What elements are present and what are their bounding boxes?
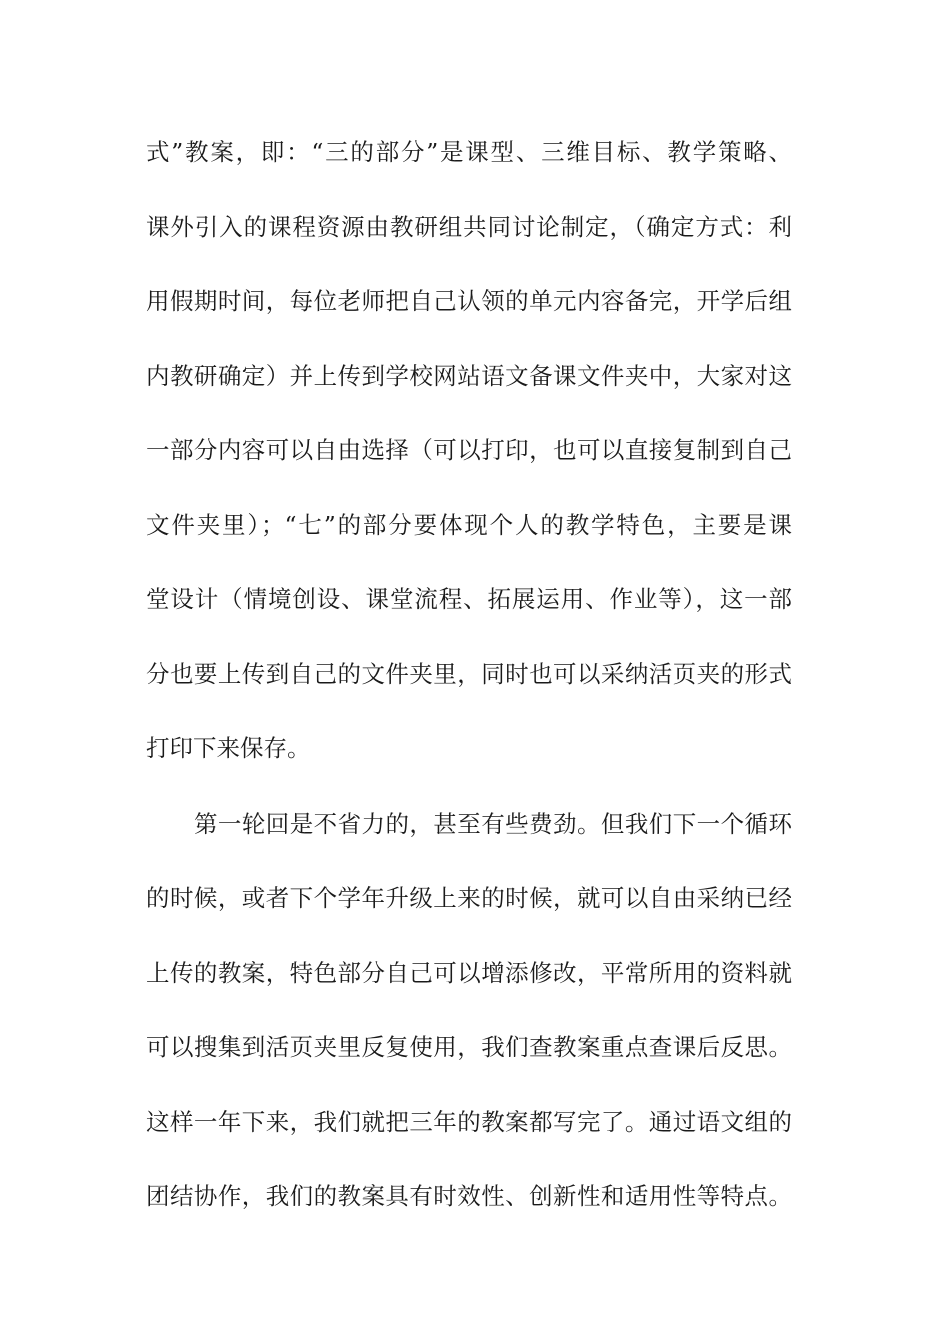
paragraph-1-line-1: 式”教案，即：“三的部分”是课型、三维目标、教学策略、 xyxy=(146,138,792,166)
paragraph-2-line-4: 可以搜集到活页夹里反复使用，我们查教案重点查课后反思。 xyxy=(146,1033,792,1061)
paragraph-1-line-8: 分也要上传到自己的文件夹里，同时也可以采纳活页夹的形式 xyxy=(146,660,792,688)
paragraph-2-line-5: 这样一年下来，我们就把三年的教案都写完了。通过语文组的 xyxy=(146,1108,792,1136)
paragraph-1-line-7: 堂设计（情境创设、课堂流程、拓展运用、作业等），这一部 xyxy=(146,585,792,613)
paragraph-1-line-4: 内教研确定）并上传到学校网站语文备课文件夹中，大家对这 xyxy=(146,362,792,390)
paragraph-2-line-6: 团结协作，我们的教案具有时效性、创新性和适用性等特点。 xyxy=(146,1182,792,1210)
paragraph-2-line-3: 上传的教案，特色部分自己可以增添修改，平常所用的资料就 xyxy=(146,959,792,987)
paragraph-2-line-2: 的时候，或者下个学年升级上来的时候，就可以自由采纳已经 xyxy=(146,884,792,912)
paragraph-2-line-1: 第一轮回是不省力的，甚至有些费劲。但我们下一个循环 xyxy=(194,810,792,838)
paragraph-1-line-5: 一部分内容可以自由选择（可以打印，也可以直接复制到自己 xyxy=(146,436,792,464)
paragraph-1-line-3: 用假期时间，每位老师把自己认领的单元内容备完，开学后组 xyxy=(146,287,792,315)
paragraph-1-line-2: 课外引入的课程资源由教研组共同讨论制定，（确定方式：利 xyxy=(146,213,792,241)
paragraph-1-line-9: 打印下来保存。 xyxy=(146,734,311,762)
paragraph-1-line-6: 文件夹里）；“七”的部分要体现个人的教学特色，主要是课 xyxy=(146,511,792,539)
